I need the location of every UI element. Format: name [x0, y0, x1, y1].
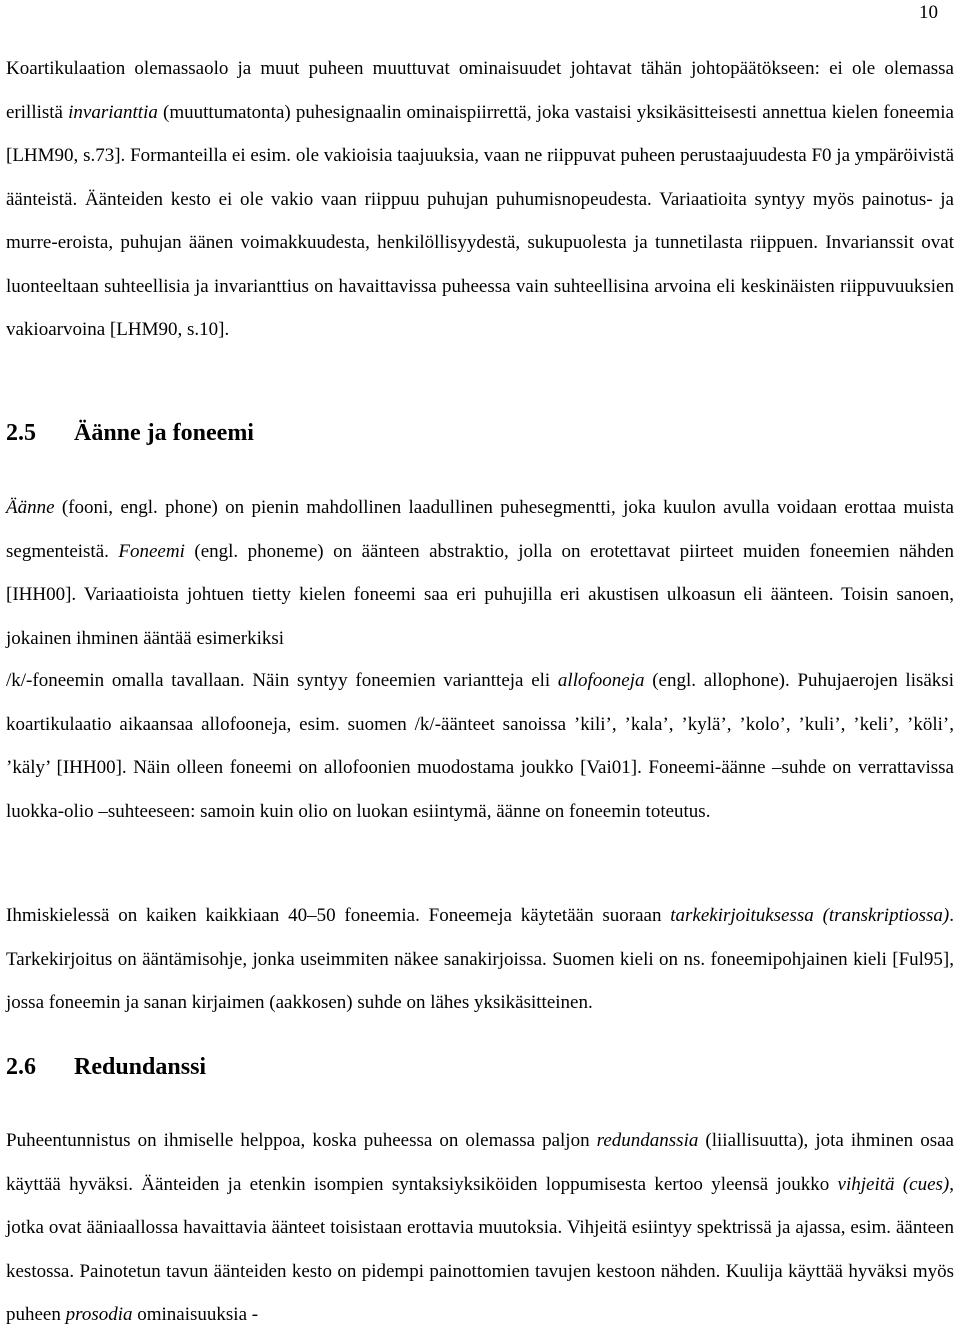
term-prosodia: prosodia [65, 1304, 133, 1325]
term-tarkekirjoitus: tarkekirjoituksessa (transkriptiossa) [670, 905, 950, 926]
paragraph-allofonit: /k/-foneemin omalla tavallaan. Näin syntyy foneemien variantteja eli allofooneja (engl. allophone). Puhujaerojen lisäksi koartikulaatio aikaansaa allofooneja, esim. suomen /k/-äänteet sanoissa ’kili’, ’kala’, ’kylä’, ’kolo’, ’kuli’, ’keli’, ’köli’, ’käly’ [IHH00]. Näin olleen foneemi on allofoonien muodostama joukko [Vai01]. Foneemi-äänne –suhde on verrattavissa luokka-olio –suhteeseen: samoin kuin olio on luokan esiintymä, äänne on foneemin toteutus. [6, 670, 954, 822]
paragraph-aanne-foneemi: Äänne (fooni, engl. phone) on pienin mahdollinen laadullinen puhesegmentti, joka kuulon avulla voidaan erottaa muista segmenteistä. Foneemi (engl. phoneme) on äänteen abstraktio, jolla on erotettavat piirteet muiden foneemien nähden [IHH00]. Variaatioista johtuen tietty kielen foneemi saa eri puhujilla eri akustisen ulkoasun eli äänteen. Toisin sanoen, jokainen ihminen ääntää esimerkiksi [6, 497, 954, 649]
section-heading-2-6 [6, 1054, 206, 1081]
term-foneemi: Foneemi [118, 540, 185, 562]
paragraph-coarticulation: Koartikulaation olemassaolo ja muut puheen muuttuvat ominaisuudet johtavat tähän johtopäätökseen: ei ole olemassa erillistä invarianttia (muuttumatonta) puhesignaalin ominaispiirrettä, joka vastaisi yksikäsitteisesti annettua kielen foneemia [LHM90, s.73]. Formanteilla ei esim. ole vakioisia taajuuksia, vaan ne riippuvat puheen perustaajuudesta F0 ja ympäröivistä äänteistä. Äänteiden kesto ei ole vakio vaan riippuu puhujan puhumisnopeudesta. Variaatioita syntyy myös painotus- ja murre-eroista, puhujan äänen voimakkuudesta, henkilöllisyydestä, sukupuolesta ja tunnetilasta riippuen. Invarianssit ovat luonteeltaan suhteellisia ja invarianttius on havaittavissa puheessa vain suhteellisina arvoina eli keskinäisten riippuvuuksien vakioarvoina [LHM90, s.10]. [6, 58, 954, 340]
paragraph-foneemimaara: Ihmiskielessä on kaiken kaikkiaan 40–50 foneemia. Foneemeja käytetään suoraan tarkekirjoituksessa (transkriptiossa). Tarkekirjoitus on ääntämisohje, jonka useimmiten näkee sanakirjoissa. Suomen kieli on ns. foneemipohjainen kieli [Ful95], jossa foneemin ja sanan kirjaimen (aakkosen) suhde on lähes yksikäsitteinen. [6, 905, 954, 1013]
section-number: 2.5 [6, 420, 36, 446]
paragraph-redundanssi: Puheentunnistus on ihmiselle helppoa, koska puheessa on olemassa paljon redundanssia (liiallisuutta), jota ihminen osaa käyttää hyväksi. Äänteiden ja etenkin isompien syntaksiyksiköiden loppumisesta kertoo yleensä joukko vihjeitä (cues), jotka ovat ääniaallossa havaittavia äänteet toisistaan erottavia muutoksia. Vihjeitä esiintyy spektrissä ja ajassa, esim. äänteen kestossa. Painotetun tavun äänteiden kesto on pidempi painottomien tavujen kestoon nähden. Kuulija käyttää hyväksi myös puheen prosodia ominaisuuksia - [6, 1130, 954, 1325]
term-invarianttia: invarianttia [68, 101, 158, 123]
term-vihjeita: vihjeitä (cues) [837, 1173, 950, 1195]
section-heading-2-5 [6, 420, 254, 447]
term-redundanssia: redundanssia [596, 1130, 699, 1151]
section-title: Äänne ja foneemi [74, 420, 254, 446]
page-number: 10 [919, 2, 938, 23]
term-aanne: Äänne [6, 497, 55, 518]
section-number: 2.6 [6, 1054, 36, 1080]
section-title: Redundanssi [74, 1054, 207, 1080]
term-allofooneja: allofooneja [557, 670, 645, 691]
